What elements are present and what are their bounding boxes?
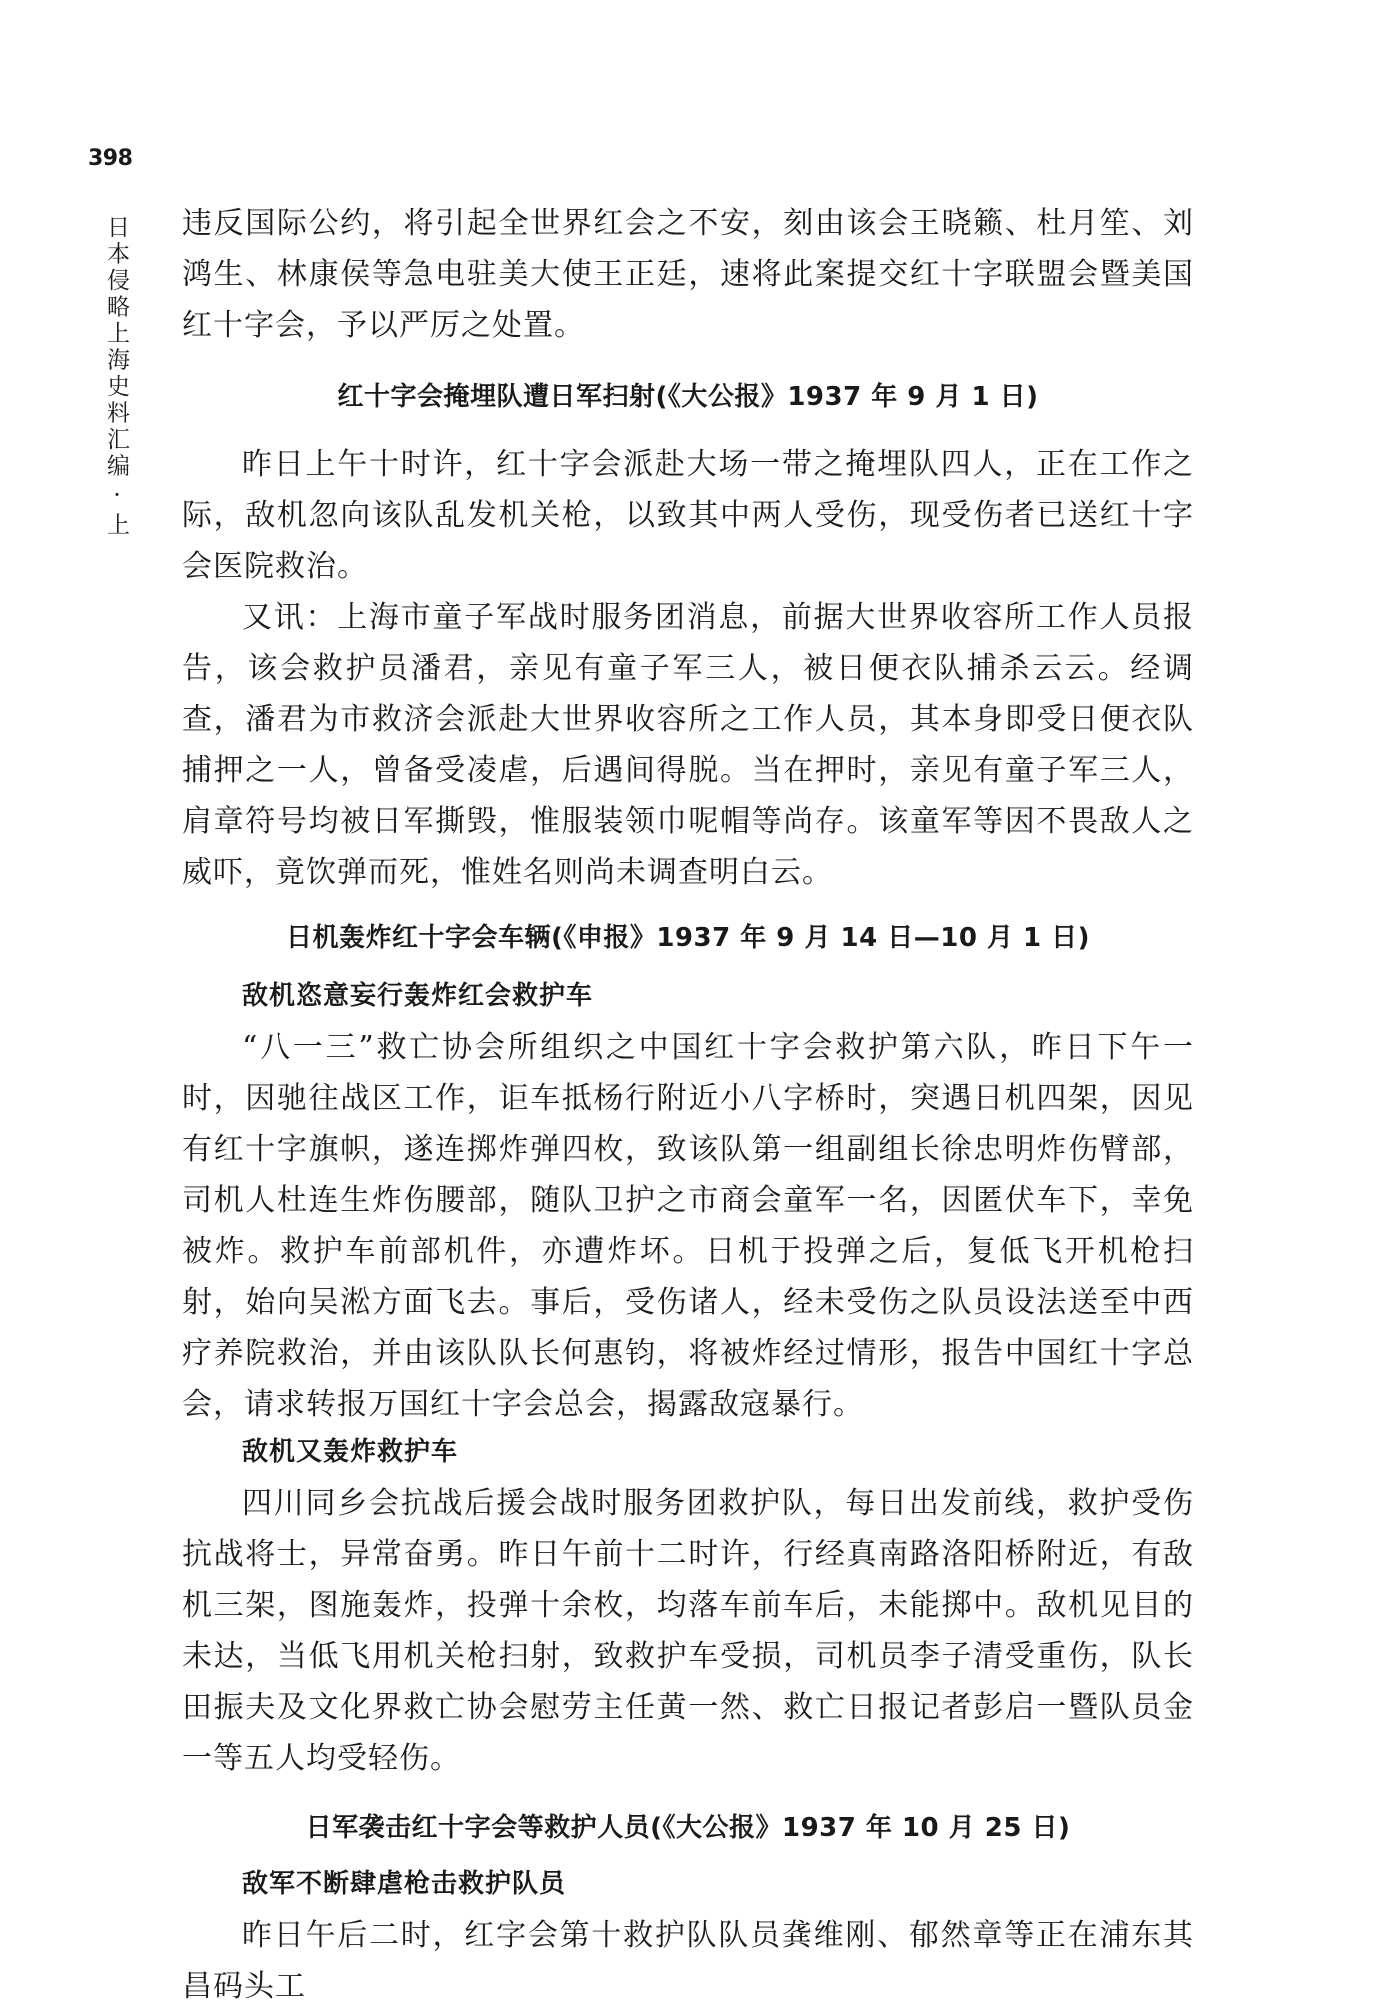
section1-paragraph-1: 昨日上午十时许，红十字会派赴大场一带之掩埋队四人，正在工作之际，敌机忽向该队乱发机关枪，以致其中两人受伤，现受伤者已送红十字会医院救治。 xyxy=(182,447,1194,584)
section-title-red-cross-vehicles: 日机轰炸红十字会车辆(《申报》1937 年 9 月 14 日—10 月 1 日) xyxy=(285,923,1091,953)
section2-sub1-paragraph: “八一三”救亡协会所组织之中国红十字会救护第六队，昨日下午一时，因驰往战区工作，讵车抵杨行附近小八字桥时，突遇日机四架，因见有红十字旗帜，遂连掷炸弹四枚，致该队第一组副组长徐忠明炸伤臂部，司机人杜连生炸伤腰部，随队卫护之市商会童军一名，因匿伏车下，幸免被炸。救护车前部机件，亦遭炸坏。日机于投弹之后，复低飞开机枪扫射，始向吴淞方面飞去。事后，受伤诸人，经未受伤之队员设法送至中西疗养院救治，并由该队队长何惠钧，将被炸经过情形，报告中国红十字总会，请求转报万国红十字会总会，揭露敌寇暴行。 xyxy=(182,1030,1194,1422)
subsection-title-ambulance-bombed-again: 敌机又轰炸救护车 xyxy=(242,1437,459,1467)
section-title-burial-team: 红十字会掩埋队遭日军扫射(《大公报》1937 年 9 月 1 日) xyxy=(337,382,1039,412)
section-title-rescue-personnel-attacked: 日军袭击红十字会等救护人员(《大公报》1937 年 10 月 25 日) xyxy=(305,1813,1071,1843)
subsection-title-ambulance-bombed: 敌机恣意妄行轰炸红会救护车 xyxy=(242,981,594,1011)
section1-paragraph-2: 又讯：上海市童子军战时服务团消息，前据大世界收容所工作人员报告，该会救护员潘君，亲见有童子军三人，被日便衣队捕杀云云。经调查，潘君为市救济会派赴大世界收容所之工作人员，其本身即受日便衣队捕押之一人，曾备受凌虐，后遇间得脱。当在押时，亲见有童子军三人，肩章符号均被日军撕毁，惟服装领巾呢帽等尚存。该童军等因不畏敌人之威吓，竟饮弹而死，惟姓名则尚未调查明白云。 xyxy=(182,600,1194,890)
page-number: 398 xyxy=(88,146,133,171)
page-body xyxy=(182,198,1194,2012)
subsection-title-shooting-rescuers: 敌军不断肆虐枪击救护队员 xyxy=(242,1869,567,1899)
intro-paragraph: 违反国际公约，将引起全世界红会之不安，刻由该会王晓籁、杜月笙、刘鸿生、林康侯等急电驻美大使王正廷，速将此案提交红十字联盟会暨美国红十字会，予以严厉之处置。 xyxy=(182,206,1194,343)
section2-sub2-paragraph: 四川同乡会抗战后援会战时服务团救护队，每日出发前线，救护受伤抗战将士，异常奋勇。昨日午前十二时许，行经真南路洛阳桥附近，有敌机三架，图施轰炸，投弹十余枚，均落车前车后，未能掷中。敌机见目的未达，当低飞用机关枪扫射，致救护车受损，司机员李子清受重伤，队长田振夫及文化界救亡协会慰劳主任黄一然、救亡日报记者彭启一暨队员金一等五人均受轻伤。 xyxy=(182,1486,1194,1776)
book-title-vertical: 日本侵略上海史料汇编 · 上 xyxy=(103,215,129,539)
section3-sub1-paragraph: 昨日午后二时，红字会第十救护队队员龚维刚、郁然章等正在浦东其昌码头工 xyxy=(182,1918,1194,2004)
